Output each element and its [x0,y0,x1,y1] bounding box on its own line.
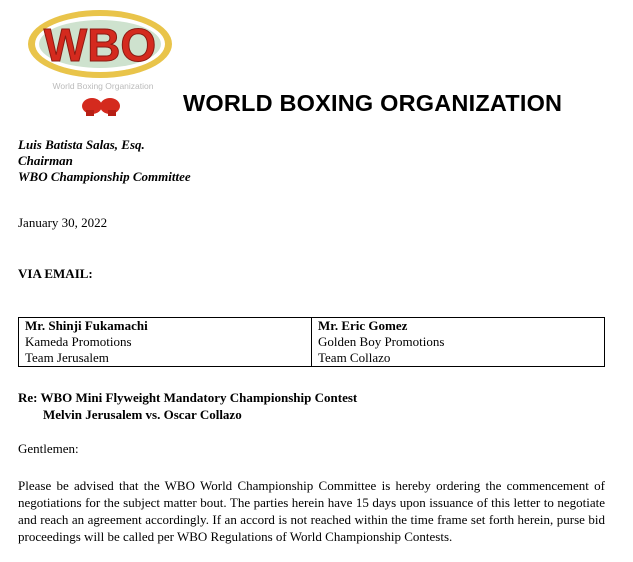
subject-line-2: Melvin Jerusalem vs. Oscar Collazo [43,407,242,422]
recipient-company: Kameda Promotions [25,334,132,349]
sender-block [18,137,191,185]
recipients-table [18,317,605,367]
recipient-team: Team Jerusalem [25,350,109,365]
letter-date: January 30, 2022 [18,215,108,230]
wbo-logo [18,6,188,118]
recipient-team: Team Collazo [318,350,391,365]
organization-title: WORLD BOXING ORGANIZATION [183,90,563,116]
recipient-name: Mr. Eric Gomez [318,318,408,333]
recipient-name: Mr. Shinji Fukamachi [25,318,148,333]
via-email-label: VIA EMAIL: [18,266,93,281]
recipient-company: Golden Boy Promotions [318,334,445,349]
sender-name: Luis Batista Salas, Esq. [18,137,145,152]
sender-committee: WBO Championship Committee [18,169,191,184]
boxing-gloves-icon [82,98,120,116]
subject-line [18,389,357,423]
subject-line-1: Re: WBO Mini Flyweight Mandatory Championship Contest [18,390,358,405]
logo-brand: WBO [43,19,157,71]
sender-title: Chairman [18,153,73,168]
letter-body: Please be advised that the WBO World Championship Committee is hereby ordering the commencement of negotiations for the subject matter bout. The parties herein have 15 days upon issuance of this letter to negotiate and reach an agreement accordingly. If an accord is not reached within the time frame set forth herein, purse bid proceedings will be called per WBO Regulations of World Championship Contests. [18,478,605,544]
greeting: Gentlemen: [18,441,79,456]
logo-tagline: World Boxing Organization [52,81,154,91]
recipient-cell [312,318,605,367]
recipient-cell [19,318,312,367]
